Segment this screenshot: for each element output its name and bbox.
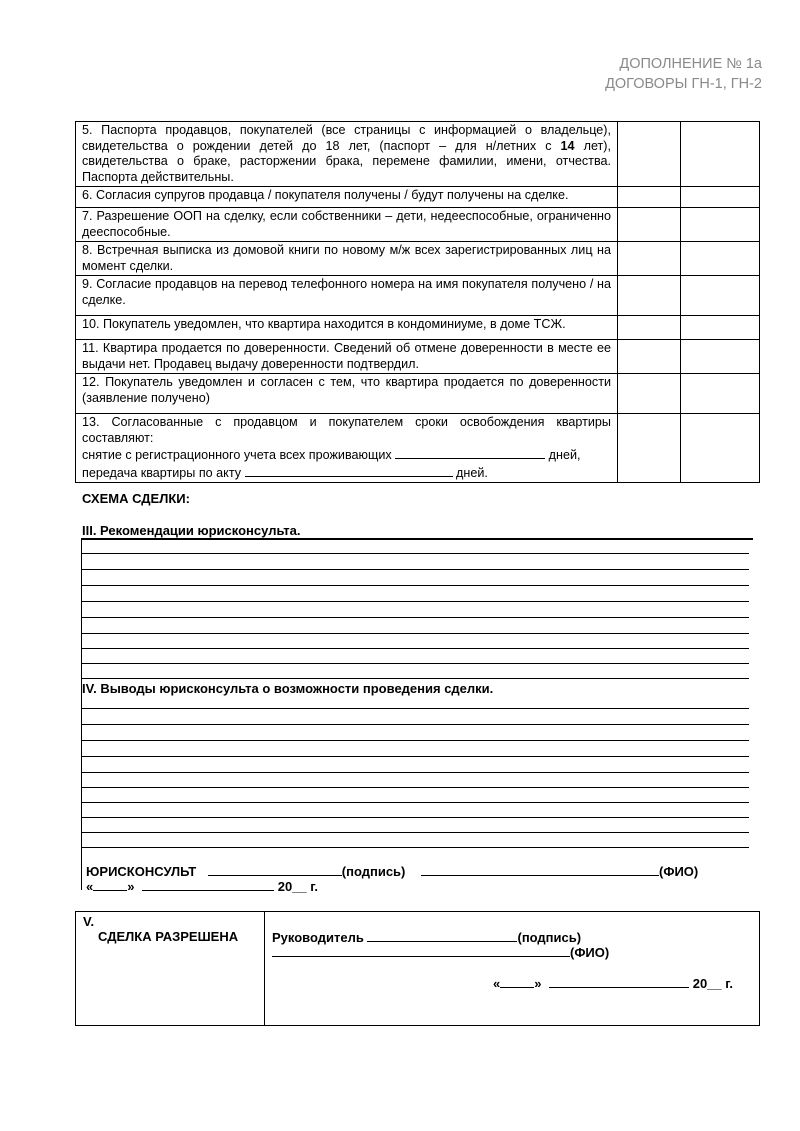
section-5-box — [75, 911, 760, 1026]
checklist-check-cell[interactable] — [618, 122, 681, 187]
checklist-item-12: 12. Покупатель уведомлен и согласен с тем, что квартира продается по доверенности (заявление получено) — [76, 374, 618, 414]
recommendation-line[interactable] — [82, 648, 749, 649]
conclusion-line[interactable] — [82, 787, 749, 788]
recommendation-line[interactable] — [82, 663, 749, 664]
lawyer-date-day-blank[interactable] — [93, 879, 127, 891]
checklist-row-5 — [76, 122, 760, 187]
checklist-row-6 — [76, 187, 760, 208]
checklist-item-6: 6. Согласия супругов продавца / покупателя получены / будут получены на сделке. — [76, 187, 618, 208]
manager-fio-line — [272, 945, 609, 960]
checklist-row-8 — [76, 242, 760, 276]
conclusion-line[interactable] — [82, 802, 749, 803]
deal-approved-label: СДЕЛКА РАЗРЕШЕНА — [98, 929, 239, 944]
conclusion-line[interactable] — [82, 740, 749, 741]
checklist-item-10: 10. Покупатель уведомлен, что квартира находится в кондоминиуме, в доме ТСЖ. — [76, 316, 618, 340]
checklist-note-cell[interactable] — [681, 187, 760, 208]
section-3-title: III. Рекомендации юрисконсульта. — [82, 523, 301, 538]
lawyer-sign-label: (подпись) — [341, 864, 406, 879]
manager-date-line: « » 20__ г. — [493, 976, 733, 991]
checklist-item-11: 11. Квартира продается по доверенности. Сведений об отмене доверенности в месте ее выдачи нет. Продавец выдачу доверенности подтвердил. — [76, 340, 618, 374]
manager-date-month-blank[interactable] — [549, 976, 689, 988]
checklist-note-cell[interactable] — [681, 414, 760, 483]
recommendation-line[interactable] — [82, 553, 749, 554]
checklist-check-cell[interactable] — [618, 414, 681, 483]
manager-fio-blank[interactable] — [272, 945, 570, 957]
conclusion-line[interactable] — [82, 756, 749, 757]
item13-handover-line: передача квартиры по акту дней. — [82, 465, 488, 480]
header-appendix-title: ДОПОЛНЕНИЕ № 1а — [619, 56, 762, 72]
checklist-row-10 — [76, 316, 760, 340]
checklist-check-cell[interactable] — [618, 187, 681, 208]
manager-sign-label: (подпись) — [517, 930, 582, 945]
checklist-item-5: 5. Паспорта продавцов, покупателей (все страницы с информацией о владельце), свидетельства о рождении детей до 18 лет, (паспорт – для н/летних с 14 лет), свидетельства о браке, расторжении брака, перемене фамилии, имени, отчества. Паспорта действительны. — [76, 122, 618, 187]
checklist-note-cell[interactable] — [681, 340, 760, 374]
lawyer-signature-line — [86, 864, 698, 879]
checklist-item-7: 7. Разрешение ООП на сделку, если собственники – дети, недееспособные, ограниченно дееспособные. — [76, 208, 618, 242]
recommendation-line[interactable] — [82, 585, 749, 586]
recommendation-line[interactable] — [82, 601, 749, 602]
lawyer-role-label: ЮРИСКОНСУЛЬТ — [86, 864, 197, 879]
recommendation-line[interactable] — [82, 633, 749, 634]
section-3-top-rule — [82, 538, 753, 540]
checklist-check-cell[interactable] — [618, 374, 681, 414]
manager-role-label: Руководитель — [272, 930, 364, 945]
checklist-note-cell[interactable] — [681, 208, 760, 242]
section-5-number: V. — [83, 914, 95, 929]
checklist-item-13 — [76, 414, 618, 483]
lawyer-signature-blank[interactable] — [208, 864, 342, 876]
checklist-check-cell[interactable] — [618, 340, 681, 374]
manager-signature-line — [272, 930, 581, 945]
recommendation-line[interactable] — [82, 678, 749, 679]
checklist-item-9: 9. Согласие продавцов на перевод телефонного номера на имя покупателя получено / на сделке. — [76, 276, 618, 316]
checklist-check-cell[interactable] — [618, 316, 681, 340]
lawyer-date-line: « » 20__ г. — [86, 879, 318, 894]
checklist-row-9 — [76, 276, 760, 316]
recommendation-line[interactable] — [82, 617, 749, 618]
checklist-row-12 — [76, 374, 760, 414]
item13-deregistration-line: снятие с регистрационного учета всех проживающих дней, — [82, 448, 581, 462]
checklist-item-8: 8. Встречная выписка из домовой книги по новому м/ж всех зарегистрированных лиц на момент сделки. — [76, 242, 618, 276]
manager-date-day-blank[interactable] — [500, 976, 534, 988]
recommendation-line[interactable] — [82, 569, 749, 570]
handover-days-blank[interactable] — [245, 464, 453, 477]
checklist-note-cell[interactable] — [681, 316, 760, 340]
manager-fio-label: (ФИО) — [570, 945, 610, 960]
manager-signature-blank[interactable] — [367, 930, 517, 942]
checklist-table — [75, 121, 760, 483]
document-header — [605, 54, 762, 94]
conclusion-line[interactable] — [82, 708, 749, 709]
checklist-note-cell[interactable] — [681, 122, 760, 187]
item13-intro: 13. Согласованные с продавцом и покупателем сроки освобождения квартиры составляют: — [82, 415, 611, 445]
lawyer-date-month-blank[interactable] — [142, 879, 274, 891]
conclusion-line[interactable] — [82, 724, 749, 725]
conclusion-line[interactable] — [82, 847, 749, 848]
header-contracts-title: ДОГОВОРЫ ГН-1, ГН-2 — [605, 76, 762, 92]
conclusion-line[interactable] — [82, 832, 749, 833]
margin-line — [81, 538, 82, 890]
lawyer-fio-label: (ФИО) — [659, 864, 699, 879]
conclusion-line[interactable] — [82, 772, 749, 773]
checklist-row-13 — [76, 414, 760, 483]
checklist-row-7 — [76, 208, 760, 242]
checklist-check-cell[interactable] — [618, 242, 681, 276]
checklist-note-cell[interactable] — [681, 374, 760, 414]
deregistration-days-blank[interactable] — [395, 446, 545, 459]
lawyer-fio-blank[interactable] — [421, 864, 659, 876]
checklist-note-cell[interactable] — [681, 242, 760, 276]
section-5-divider — [264, 912, 265, 1025]
checklist-check-cell[interactable] — [618, 276, 681, 316]
section-4-title: IV. Выводы юрисконсульта о возможности проведения сделки. — [82, 681, 494, 696]
checklist-note-cell[interactable] — [681, 276, 760, 316]
checklist-row-11 — [76, 340, 760, 374]
conclusion-line[interactable] — [82, 817, 749, 818]
checklist-check-cell[interactable] — [618, 208, 681, 242]
scheme-title: СХЕМА СДЕЛКИ: — [82, 491, 190, 506]
